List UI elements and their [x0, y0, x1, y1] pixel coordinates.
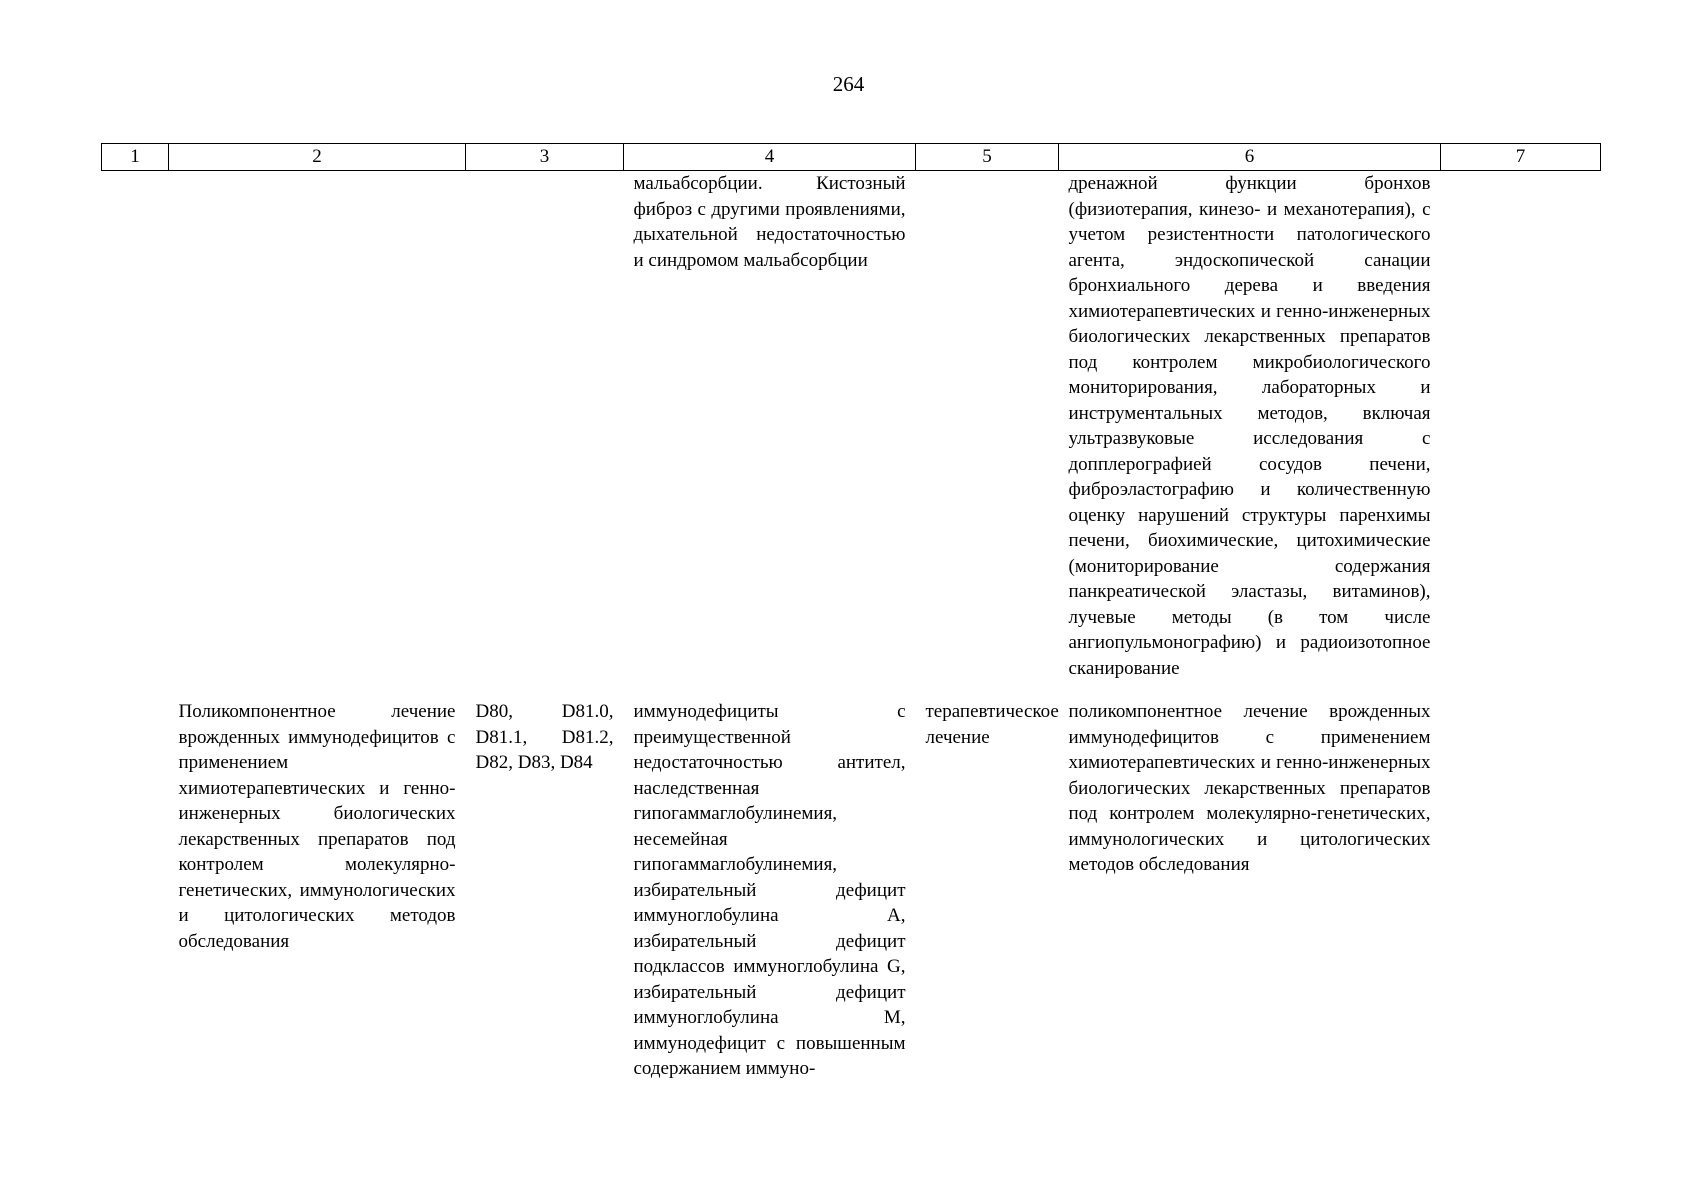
table-row: [102, 699, 1601, 1082]
column-number-7: 7: [1441, 144, 1601, 171]
cell-icd-codes: [466, 171, 624, 700]
column-number-5: 5: [916, 144, 1059, 171]
cell-treatment-type: [916, 171, 1059, 700]
column-number-row: [102, 144, 1601, 171]
medical-care-table: [101, 143, 1601, 1082]
cell-icd-codes: D80, D81.0, D81.1, D81.2, D82, D83, D84: [475, 701, 614, 773]
cell-number: [102, 699, 169, 1082]
table-row: [102, 171, 1601, 700]
cell-number: [102, 171, 169, 700]
cell-treatment-name: Поликомпонентное лечение врожденных иммунодефицитов с применением химиотерапевтических и генно-инженерных биологических лекарственных препаратов под контролем молекулярно-генетических, иммунологических и цитологических методов обследования: [178, 701, 456, 952]
cell-cost: [1441, 699, 1601, 1082]
cell-treatment-method: поликомпонентное лечение врожденных иммунодефицитов с применением химиотерапевтических и генно-инженерных биологических лекарственных препаратов под контролем молекулярно-генетических, иммунологических и цитологических методов обследования: [1068, 701, 1431, 875]
cell-treatment-name: [169, 171, 466, 700]
column-number-1: 1: [102, 144, 169, 171]
cell-treatment-type: терапевтическое лечение: [925, 701, 1059, 748]
column-number-4: 4: [624, 144, 916, 171]
column-number-6: 6: [1059, 144, 1441, 171]
cell-patient-model: мальабсорбции. Кистозный фиброз с другими проявлениями, дыхательной недостаточностью и синдромом мальабсорбции: [633, 173, 906, 271]
cell-treatment-method: дренажной функции бронхов (физиотерапия, кинезо- и механотерапия), с учетом резистентности патологического агента, эндоскопической санации бронхиального дерева и введения химиотерапевтических и генно-инженерных биологических лекарственных препаратов под контролем микробиологического мониторирования, лабораторных и инструментальных методов, включая ультразвуковые исследования с допплерографией сосудов печени, фиброэластографию и количественную оценку нарушений структуры паренхимы печени, биохимические, цитохимические (мониторирование содержания панкреатической эластазы, витаминов), лучевые методы (в том числе ангиопульмонографию) и радиоизотопное сканирование: [1068, 173, 1431, 679]
column-number-3: 3: [466, 144, 624, 171]
cell-patient-model: иммунодефициты с преимущественной недостаточностью антител, наследственная гипогаммаглобулинемия, несемейная гипогаммаглобулинемия, избирательный дефицит иммуноглобулина A, избирательный дефицит подклассов иммуноглобулина G, избирательный дефицит иммуноглобулина M, иммунодефицит с повышенным содержанием иммуно-: [633, 701, 906, 1079]
cell-cost: [1441, 171, 1601, 700]
column-number-2: 2: [169, 144, 466, 171]
page-number: 264: [832, 72, 865, 96]
